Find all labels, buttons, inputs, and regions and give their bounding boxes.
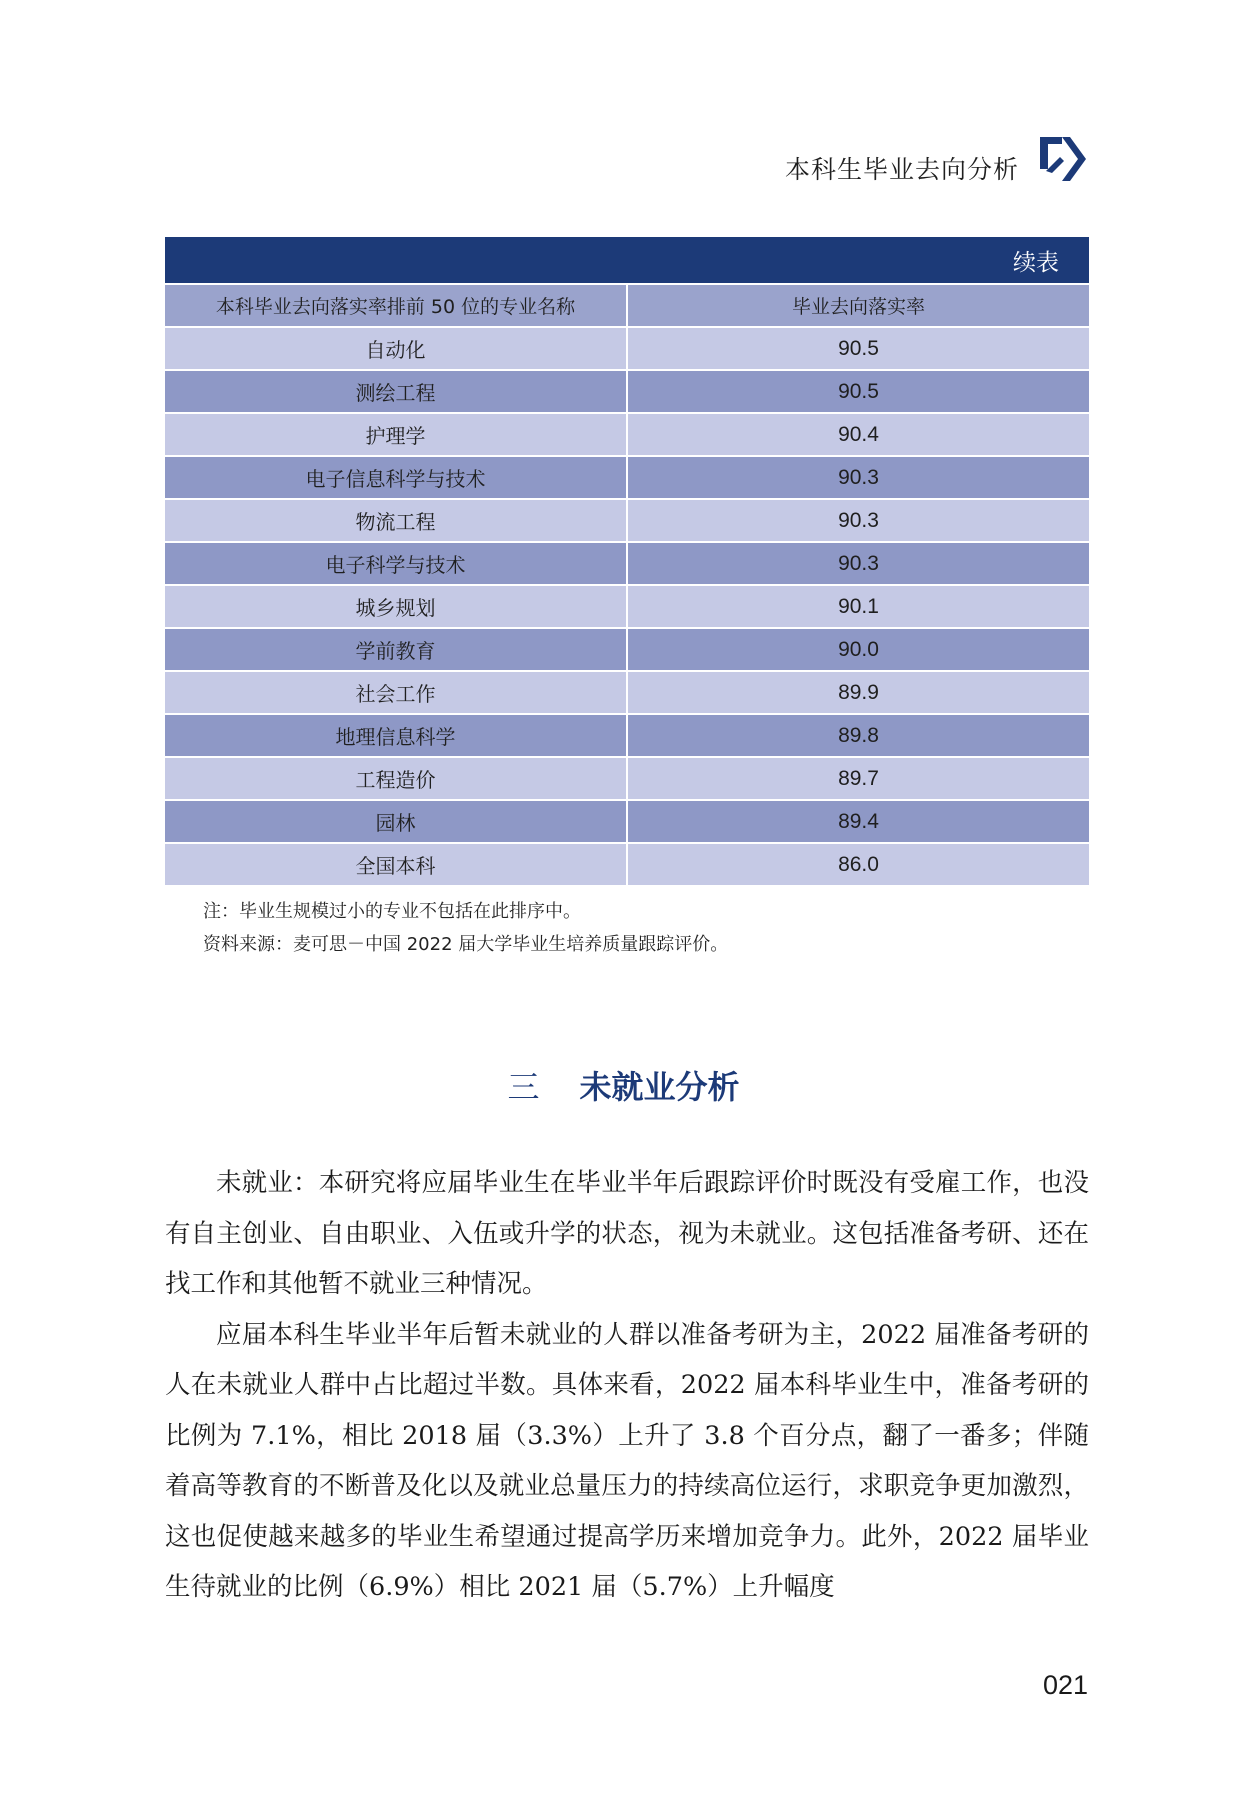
table-row — [165, 757, 1089, 800]
paragraph: 未就业：本研究将应届毕业生在毕业半年后跟踪评价时既没有受雇工作，也没有自主创业、自由职业、入伍或升学的状态，视为未就业。这包括准备考研、还在找工作和其他暂不就业三种情况。 — [165, 1168, 1089, 1299]
major-name-cell: 园林 — [165, 800, 627, 843]
table-row — [165, 327, 1089, 370]
table-row — [165, 671, 1089, 714]
major-name-cell: 物流工程 — [165, 499, 627, 542]
table-source: 资料来源：麦可思－中国 2022 届大学毕业生培养质量跟踪评价。 — [203, 934, 729, 955]
major-name-cell: 护理学 — [165, 413, 627, 456]
table-row — [165, 499, 1089, 542]
body-text — [165, 1158, 1089, 1613]
rate-cell: 89.9 — [627, 671, 1089, 714]
table-row — [165, 542, 1089, 585]
table-note: 注：毕业生规模过小的专业不包括在此排序中。 — [203, 901, 581, 922]
table-row — [165, 628, 1089, 671]
paragraph: 应届本科生毕业半年后暂未就业的人群以准备考研为主，2022 届准备考研的人在未就业人群中占比超过半数。具体来看，2022 届本科毕业生中，准备考研的比例为 7.1%，相比 2018 届（3.3%）上升了 3.8 个百分点，翻了一番多；伴随着高等教育的不断普及化以及就业总量压力的持续高位运行，求职竞争更加激烈，这也促使越来越多的毕业生希望通过提高学历来增加竞争力。此外，2022 届毕业生待就业的比例（6.9%）相比 2021 届（5.7%）上升幅度 — [165, 1319, 1089, 1602]
major-name-cell: 电子信息科学与技术 — [165, 456, 627, 499]
column-header-name: 本科毕业去向落实率排前 50 位的专业名称 — [165, 284, 627, 327]
rate-cell: 89.4 — [627, 800, 1089, 843]
rate-cell: 90.3 — [627, 542, 1089, 585]
major-name-cell: 全国本科 — [165, 843, 627, 885]
rate-cell: 86.0 — [627, 843, 1089, 885]
major-name-cell: 测绘工程 — [165, 370, 627, 413]
major-rate-table — [165, 283, 1089, 885]
section-title: 未就业分析 — [579, 1068, 740, 1106]
table-continued-label: 续表 — [1013, 249, 1059, 276]
rate-cell: 89.7 — [627, 757, 1089, 800]
page-number: 021 — [1042, 1670, 1088, 1700]
major-name-cell: 社会工作 — [165, 671, 627, 714]
column-header-rate: 毕业去向落实率 — [627, 284, 1089, 327]
major-name-cell: 城乡规划 — [165, 585, 627, 628]
table-row — [165, 714, 1089, 757]
major-name-cell: 学前教育 — [165, 628, 627, 671]
major-name-cell: 自动化 — [165, 327, 627, 370]
major-name-cell: 电子科学与技术 — [165, 542, 627, 585]
rate-cell: 90.0 — [627, 628, 1089, 671]
table-row — [165, 843, 1089, 885]
rate-cell: 90.4 — [627, 413, 1089, 456]
table-row — [165, 800, 1089, 843]
rate-cell: 90.1 — [627, 585, 1089, 628]
rate-cell: 90.5 — [627, 370, 1089, 413]
data-table — [165, 237, 1089, 885]
table-notes — [203, 895, 728, 961]
table-header-row — [165, 284, 1089, 327]
chapter-logo-icon — [1040, 135, 1096, 183]
table-row — [165, 370, 1089, 413]
table-row — [165, 413, 1089, 456]
rate-cell: 90.3 — [627, 456, 1089, 499]
major-name-cell: 地理信息科学 — [165, 714, 627, 757]
section-heading — [0, 1062, 1247, 1108]
rate-cell: 89.8 — [627, 714, 1089, 757]
major-name-cell: 工程造价 — [165, 757, 627, 800]
table-row — [165, 585, 1089, 628]
rate-cell: 90.3 — [627, 499, 1089, 542]
rate-cell: 90.5 — [627, 327, 1089, 370]
table-row — [165, 456, 1089, 499]
section-number: 三 — [507, 1068, 540, 1106]
table-continued-bar — [165, 237, 1089, 283]
running-title: 本科生毕业去向分析 — [784, 155, 1019, 184]
